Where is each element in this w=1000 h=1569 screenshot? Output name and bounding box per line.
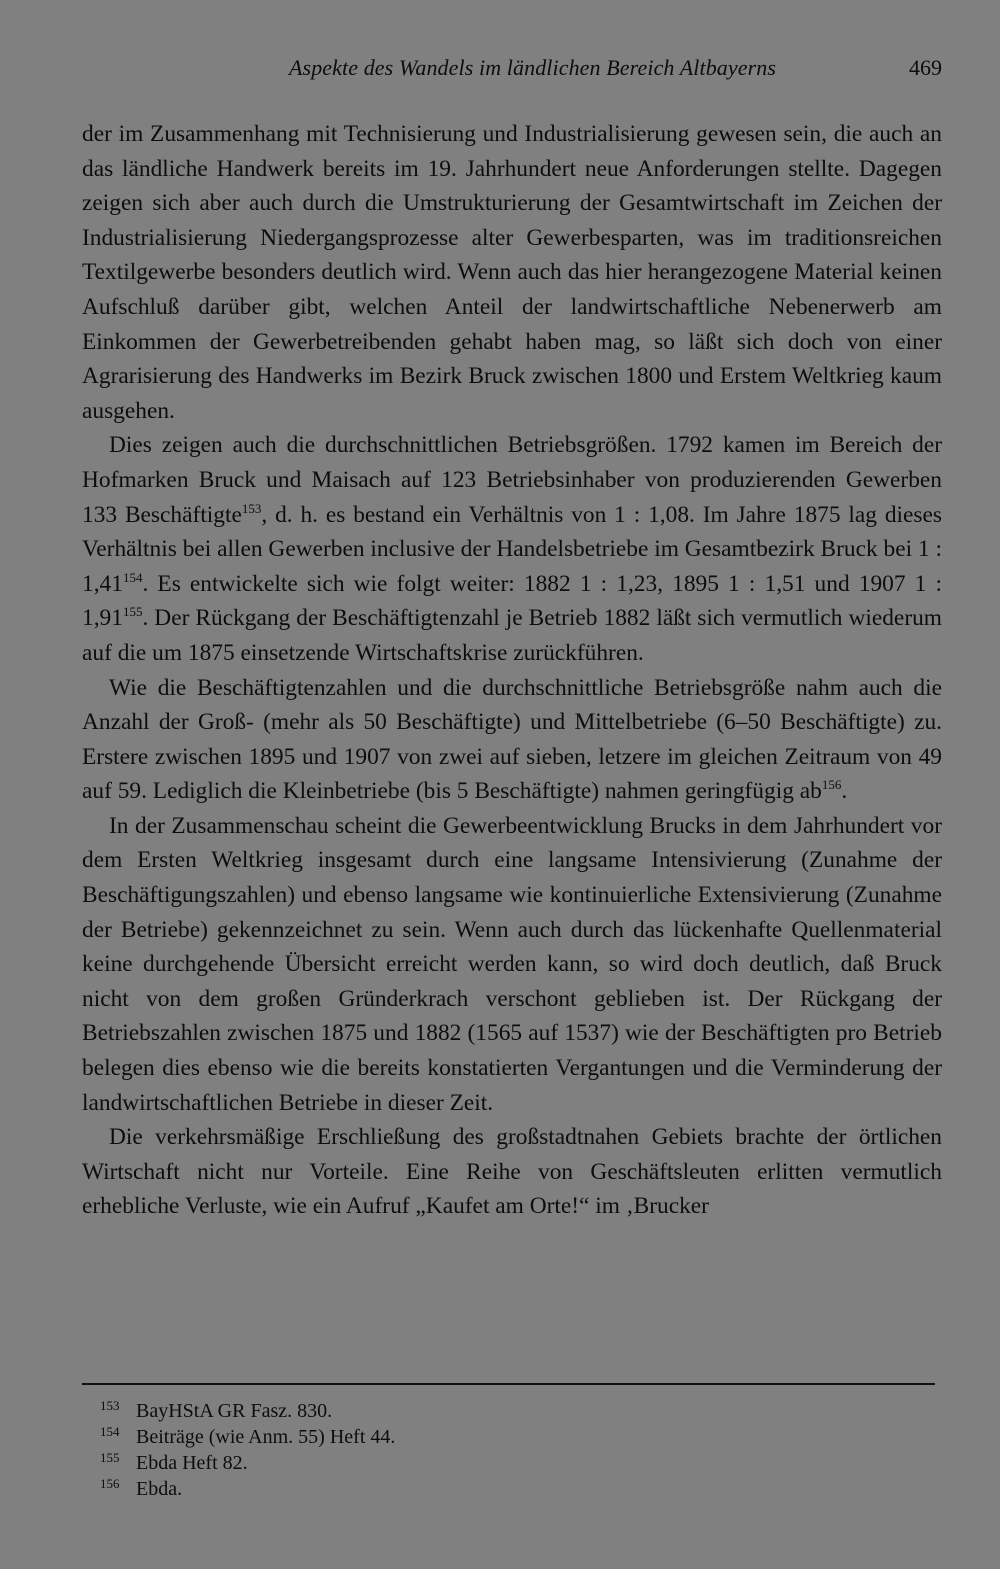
paragraph-2-text-d: . Der Rückgang der Beschäftigtenzahl je Betrieb 1882 läßt sich vermutlich wiederum auf die um 1875 einsetzende Wirtschaftskrise zurückführen. <box>82 605 942 666</box>
running-title: Aspekte des Wandels im ländlichen Bereich Altbayerns <box>289 55 777 80</box>
paragraph-3 <box>82 671 942 809</box>
paragraph-5 <box>82 1120 942 1224</box>
paragraph-3-text-a: Wie die Beschäftigtenzahlen und die durchschnittliche Betriebsgröße nahm auch die Anzahl der Groß- (mehr als 50 Beschäftigte) und Mittelbetriebe (6–50 Beschäftigte) zu. Erstere zwischen 1895 und 1907 von zwei auf sieben, letzere im gleichen Zeitraum von 49 auf 59. Lediglich die Kleinbetriebe (bis 5 Beschäftigte) nahmen geringfügig ab <box>82 674 942 805</box>
footnote-ref-156: 156 <box>821 777 842 793</box>
footnotes <box>100 1398 800 1502</box>
footnote-156: 156 Ebda. <box>100 1476 183 1500</box>
paragraph-4-text: In der Zusammenschau scheint die Gewerbeentwicklung Brucks in dem Jahrhundert vor dem Ersten Weltkrieg insgesamt durch eine langsame Intensivierung (Zunahme der Beschäftigungszahlen) und ebenso langsame wie kontinuierliche Extensivierung (Zunahme der Betriebe) gekennzeichnet zu sein. Wenn auch durch das lückenhafte Quellenmaterial keine durchgehende Übersicht erreicht werden kann, so wird doch deutlich, daß Bruck nicht von dem großen Gründerkrach verschont geblieben ist. Der Rückgang der Betriebszahlen zwischen 1875 und 1882 (1565 auf 1537) wie der Beschäftigten pro Betrieb belegen dies ebenso wie die bereits konstatierten Vergantungen und die Verminderung der landwirtschaftlichen Betriebe in dieser Zeit. <box>82 812 942 1116</box>
running-head <box>82 50 944 90</box>
paragraph-3-text-b: . <box>841 778 848 805</box>
footnote-ref-153: 153 <box>241 500 262 516</box>
paragraph-5-text: Die verkehrsmäßige Erschließung des großstadtnahen Gebiets brachte der örtlichen Wirtschaft nicht nur Vorteile. Eine Reihe von Geschäftsleuten erlitten vermutlich erhebliche Verluste, wie ein Aufruf „Kaufet am Orte!“ im ‚Brucker <box>82 1124 942 1220</box>
paragraph-1 <box>82 117 942 428</box>
footnote-text: Ebda Heft 82. <box>136 1452 248 1474</box>
page-number: 469 <box>909 55 942 80</box>
paragraph-2-text-b: , d. h. es bestand ein Verhältnis von 1 : 1,08. Im Jahre 1875 lag dieses Verhältnis bei allen Gewerben inclusive der Handelsbetriebe im Gesamtbezirk Bruck bei 1 : 1,41 <box>82 501 942 597</box>
footnote-text: Beiträge (wie Anm. 55) Heft 44. <box>136 1426 396 1448</box>
footnote-ref-155: 155 <box>122 604 143 620</box>
paragraph-2-text-c: . Es entwickelte sich wie folgt weiter: 1882 1 : 1,23, 1895 1 : 1,51 und 1907 1 : 1,91 <box>82 570 942 632</box>
footnote-divider <box>82 1383 935 1385</box>
paragraph-2-text-a: Dies zeigen auch die durchschnittlichen Betriebsgrößen. 1792 kamen im Bereich der Hofmarken Bruck und Maisach auf 123 Betriebsinhaber von produzierenden Gewerben 133 Beschäftigte <box>82 432 942 528</box>
paragraph-4 <box>82 809 942 1120</box>
footnote-155: 155 Ebda Heft 82. <box>100 1450 248 1474</box>
paragraph-1-text: der im Zusammenhang mit Technisierung und Industrialisierung gewesen sein, die auch an das ländliche Handwerk bereits im 19. Jahrhundert neue Anforderungen stellte. Dagegen zeigen sich aber auch durch die Umstrukturierung der Gesamtwirtschaft im Zeichen der Industrialisierung Niedergangsprozesse alter Gewerbesparten, was im traditionsreichen Textilgewerbe besonders deutlich wird. Wenn auch das hier herangezogene Material keinen Aufschluß darüber gibt, welchen Anteil der landwirtschaftliche Nebenerwerb am Einkommen der Gewerbetreibenden gehabt haben mag, so läßt sich doch von einer Agrarisierung des Handwerks im Bezirk Bruck zwischen 1800 und Erstem Weltkrieg kaum ausgehen. <box>82 121 942 424</box>
footnote-154: 154 Beiträge (wie Anm. 55) Heft 44. <box>100 1424 396 1448</box>
footnote-text: Ebda. <box>136 1478 183 1500</box>
body-text <box>82 117 942 1224</box>
footnote-153: 153 BayHStA GR Fasz. 830. <box>100 1398 333 1422</box>
paragraph-2 <box>82 428 942 670</box>
footnote-ref-154: 154 <box>122 569 143 585</box>
footnote-text: BayHStA GR Fasz. 830. <box>136 1400 333 1422</box>
